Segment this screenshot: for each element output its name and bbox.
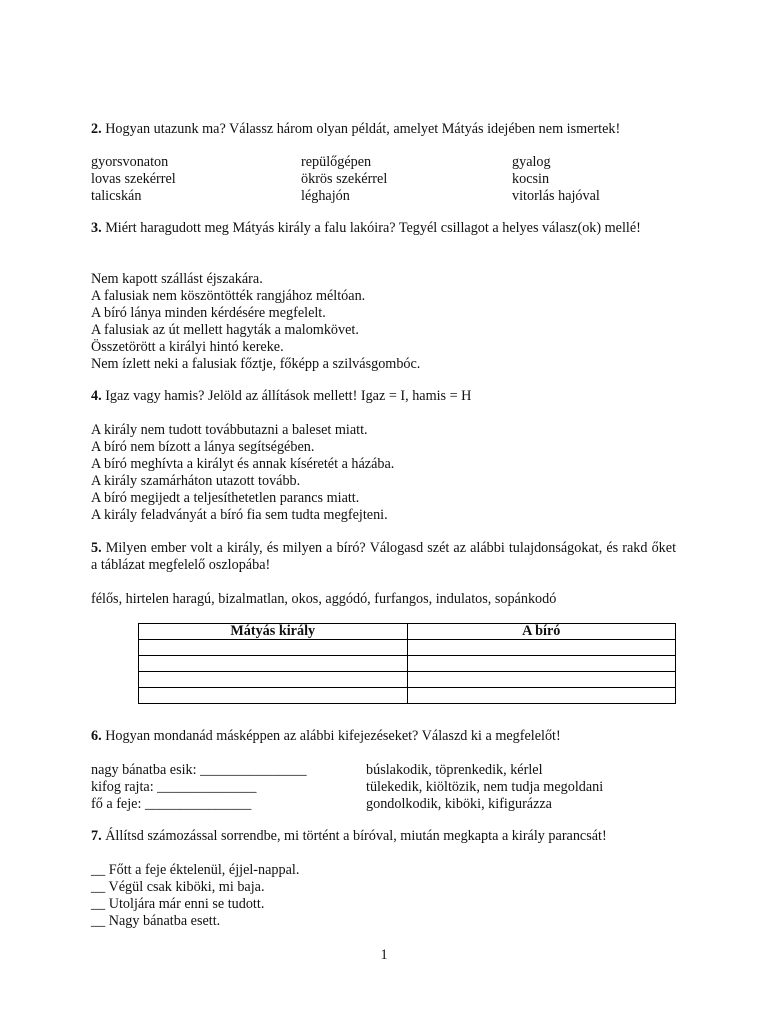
option-cell: gyalog <box>512 154 551 170</box>
question-3-text: Miért haragudott meg Mátyás király a falu lakóira? Tegyél csillagot a helyes válasz(ok) mellé! <box>105 220 641 236</box>
table-cell[interactable] <box>407 640 676 656</box>
column-header-judge: A bíró <box>407 624 676 640</box>
question-7-items <box>91 862 676 930</box>
list-item: A bíró nem bízott a lánya segítségében. <box>91 439 315 455</box>
question-6-text: Hogyan mondanád másképpen az alábbi kifejezéseket? Válaszd ki a megfelelőt! <box>105 728 561 744</box>
list-item: A falusiak az út mellett hagyták a malomkövet. <box>91 322 359 338</box>
question-4-number: 4. <box>91 388 102 404</box>
expression-choices: gondolkodik, kiböki, kifigurázza <box>366 796 552 812</box>
question-2-text: Hogyan utazunk ma? Válassz három olyan példát, amelyet Mátyás idejében nem ismertek! <box>105 121 621 137</box>
option-cell: gyorsvonaton <box>91 154 169 170</box>
question-2-options <box>91 154 676 205</box>
option-cell: talicskán <box>91 188 142 204</box>
question-2-number: 2. <box>91 121 102 137</box>
table-cell[interactable] <box>407 672 676 688</box>
list-item: __ Utoljára már enni se tudott. <box>91 896 265 912</box>
option-cell: ökrös szekérrel <box>301 171 388 187</box>
list-item: A bíró megijedt a teljesíthetetlen parancs miatt. <box>91 490 360 506</box>
table-row <box>139 656 676 672</box>
table-cell[interactable] <box>139 688 408 704</box>
expression-choices: búslakodik, töprenkedik, kérlel <box>366 762 543 778</box>
option-row <box>91 188 676 205</box>
page-number: 1 <box>380 947 388 963</box>
list-item: A bíró lánya minden kérdésére megfelelt. <box>91 305 326 321</box>
option-cell: léghajón <box>301 188 350 204</box>
question-7-text: Állítsd számozással sorrendbe, mi történt a bíróval, miután megkapta a király parancsát! <box>105 828 607 844</box>
option-cell: vitorlás hajóval <box>512 188 600 204</box>
question-6-rows <box>91 762 676 813</box>
list-item: __ Végül csak kiböki, mi baja. <box>91 879 265 895</box>
question-6-number: 6. <box>91 728 102 744</box>
question-4 <box>91 388 676 405</box>
question-3-number: 3. <box>91 220 102 236</box>
table-cell[interactable] <box>139 672 408 688</box>
list-item: A bíró meghívta a királyt és annak kíséretét a házába. <box>91 456 395 472</box>
column-header-king: Mátyás király <box>139 624 408 640</box>
table-cell[interactable] <box>139 640 408 656</box>
option-cell: lovas szekérrel <box>91 171 176 187</box>
question-3 <box>91 220 676 237</box>
list-item: Nem kapott szállást éjszakára. <box>91 271 263 287</box>
table-cell[interactable] <box>407 688 676 704</box>
list-item: __ Nagy bánatba esett. <box>91 913 221 929</box>
question-5-number: 5. <box>91 540 102 556</box>
list-item: A falusiak nem köszöntötték rangjához méltóan. <box>91 288 366 304</box>
question-6 <box>91 728 676 745</box>
question-4-statements <box>91 422 676 524</box>
traits-list: félős, hirtelen haragú, bizalmatlan, okos, aggódó, furfangos, indulatos, sopánkodó <box>91 591 557 607</box>
question-5-traits <box>91 591 676 608</box>
question-5-text: Milyen ember volt a király, és milyen a bíró? Válogasd szét az alábbi tulajdonságokat, és rakd őket a táblázat megfelelő oszlopába! <box>91 540 677 573</box>
list-item: Összetörött a királyi hintó kereke. <box>91 339 284 355</box>
question-4-text: Igaz vagy hamis? Jelöld az állítások mellett! Igaz = I, hamis = H <box>105 388 472 404</box>
question-3-options <box>91 271 676 373</box>
question-7 <box>91 828 676 845</box>
traits-table <box>138 623 676 704</box>
option-cell: kocsin <box>512 171 550 187</box>
table-header-row <box>139 624 676 640</box>
list-item: A király feladványát a bíró fia sem tudta megfejteni. <box>91 507 388 523</box>
expression-row <box>91 779 676 796</box>
option-cell: repülőgépen <box>301 154 372 170</box>
question-5 <box>91 540 676 574</box>
question-2 <box>91 121 676 138</box>
expression-choices: tülekedik, kiöltözik, nem tudja megoldani <box>366 779 604 795</box>
table-cell[interactable] <box>407 656 676 672</box>
expression-row <box>91 762 676 779</box>
expression-prompt: kifog rajta: ______________ <box>91 779 257 795</box>
table-row <box>139 688 676 704</box>
list-item: Nem ízlett neki a falusiak főztje, főképp a szilvásgombóc. <box>91 356 421 372</box>
list-item: A király nem tudott továbbutazni a baleset miatt. <box>91 422 368 438</box>
expression-row <box>91 796 676 813</box>
list-item: __ Főtt a feje éktelenül, éjjel-nappal. <box>91 862 300 878</box>
expression-prompt: nagy bánatba esik: _______________ <box>91 762 307 778</box>
table-cell[interactable] <box>139 656 408 672</box>
question-7-number: 7. <box>91 828 102 844</box>
option-row <box>91 171 676 188</box>
list-item: A király szamárháton utazott tovább. <box>91 473 301 489</box>
table-row <box>139 640 676 656</box>
option-row <box>91 154 676 171</box>
expression-prompt: fő a feje: _______________ <box>91 796 252 812</box>
table-row <box>139 672 676 688</box>
